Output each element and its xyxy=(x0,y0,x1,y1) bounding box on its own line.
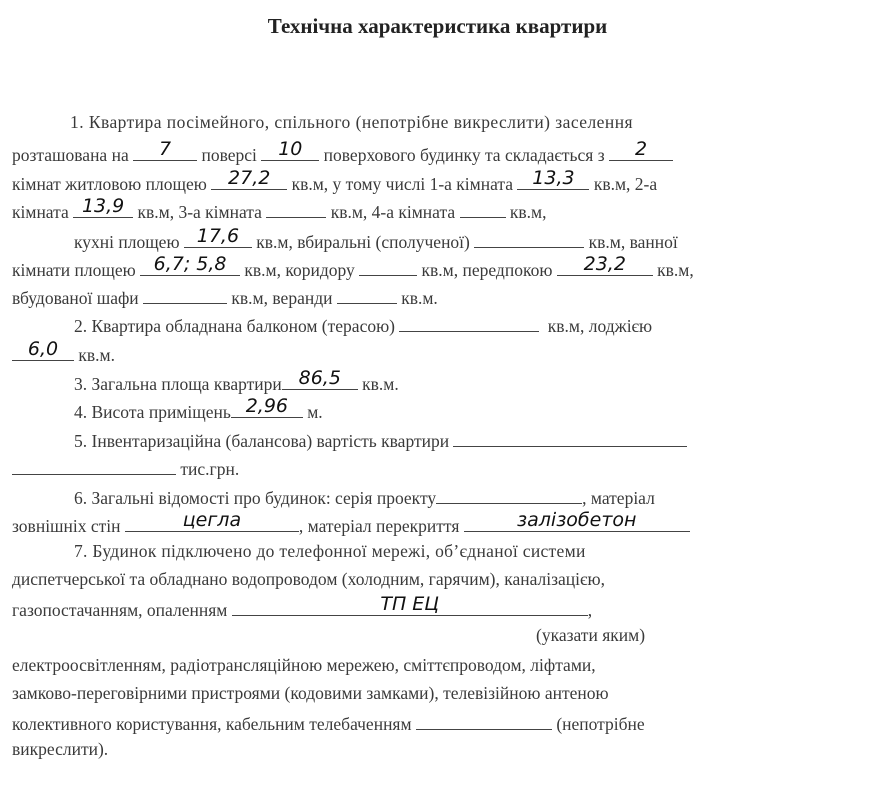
heating-field[interactable]: ТП ЕЦ xyxy=(232,597,588,616)
p7-line-4: електроосвітленням, радіотрансляційною мережею, сміттєпроводом, ліфтами, xyxy=(12,655,596,675)
p7-line-5: замково-переговірними пристроями (кодовими замками), телевізійною антеною xyxy=(12,683,609,703)
wall-material-field[interactable]: цегла xyxy=(125,513,299,532)
p7-hint: (указати яким) xyxy=(536,625,646,645)
ceiling-material-field[interactable]: залізобетон xyxy=(464,513,690,532)
kitchen-field[interactable]: 17,6 xyxy=(184,229,252,248)
floor-field[interactable]: 7 xyxy=(133,142,197,161)
loggia-field[interactable]: 6,0 xyxy=(12,342,74,361)
p2-line-1: 2. Квартира обладнана балконом (терасою) кв.м, лоджією xyxy=(74,313,652,336)
room3-field[interactable] xyxy=(266,199,326,218)
p1-line-3: кімнат житловою площею 27,2 кв.м, у тому числі 1-а кімната 13,3 кв.м, 2-а xyxy=(12,167,658,194)
p7-line-2: диспетчерської та обладнано водопроводом (холодним, гарячим), каналізацією, xyxy=(12,569,605,589)
cable-tv-field[interactable] xyxy=(416,711,552,730)
p2-line-2: 6,0 кв.м. xyxy=(12,342,115,365)
p6-line-1: 6. Загальні відомості про будинок: серія проекту , матеріал xyxy=(74,485,655,508)
p7-line-3: газопостачанням, опаленням ТП ЕЦ , xyxy=(12,593,593,620)
balcony-field[interactable] xyxy=(399,313,539,332)
p5-line-1: 5. Інвентаризаційна (балансова) вартість квартири xyxy=(74,428,687,451)
p1-line-7: вбудованої шафи кв.м, веранди кв.м. xyxy=(12,285,438,308)
p6-line-2: зовнішніх стін цегла , матеріал перекриття залізобетон xyxy=(12,513,690,536)
p1-line-4: кімната 13,9 кв.м, 3-а кімната кв.м, 4-а кімната кв.м, xyxy=(12,195,547,222)
document-title: Технічна характеристика квартири xyxy=(267,14,608,38)
room1-field[interactable]: 13,3 xyxy=(517,171,589,190)
height-field[interactable]: 2,96 xyxy=(231,399,303,418)
living-area-field[interactable]: 27,2 xyxy=(211,171,287,190)
p1-line-6: кімнати площею 6,7; 5,8 кв.м, коридору кв.м, передпокою 23,2 кв.м, xyxy=(12,253,694,280)
bathroom-field[interactable]: 6,7; 5,8 xyxy=(140,257,240,276)
project-series-field[interactable] xyxy=(436,485,582,504)
hallway-field[interactable]: 23,2 xyxy=(557,257,653,276)
room4-field[interactable] xyxy=(460,199,506,218)
veranda-field[interactable] xyxy=(337,285,397,304)
p1-line-1: 1. Квартира посімейного, спільного (непотрібне викреслити) заселення xyxy=(70,112,634,132)
inventory-value-cont[interactable] xyxy=(12,456,176,475)
p1-line-2: розташована на 7 поверсі 10 поверхового будинку та складається з 2 xyxy=(12,142,673,165)
p4-line: 4. Висота приміщень 2,96 м. xyxy=(74,395,323,422)
rooms-field[interactable]: 2 xyxy=(609,142,673,161)
p3-line: 3. Загальна площа квартири 86,5 кв.м. xyxy=(74,367,399,394)
total-area-field[interactable]: 86,5 xyxy=(282,371,358,390)
p7-line-6: колективного користування, кабельним телебаченням (непотрібне xyxy=(12,711,645,734)
p5-line-2: тис.грн. xyxy=(12,456,239,479)
room2-field[interactable]: 13,9 xyxy=(73,199,133,218)
floors-total-field[interactable]: 10 xyxy=(261,142,319,161)
p7-line-7: викреслити). xyxy=(12,739,109,759)
inventory-value-field[interactable] xyxy=(453,428,687,447)
wardrobe-field[interactable] xyxy=(143,285,227,304)
corridor-field[interactable] xyxy=(359,257,417,276)
toilet-field[interactable] xyxy=(474,229,584,248)
p1-line-5: кухні площею 17,6 кв.м, вбиральні (сполученої) кв.м, ванної xyxy=(74,225,678,252)
p7-line-1: 7. Будинок підключено до телефонної мережі, об’єднаної системи xyxy=(74,541,586,561)
